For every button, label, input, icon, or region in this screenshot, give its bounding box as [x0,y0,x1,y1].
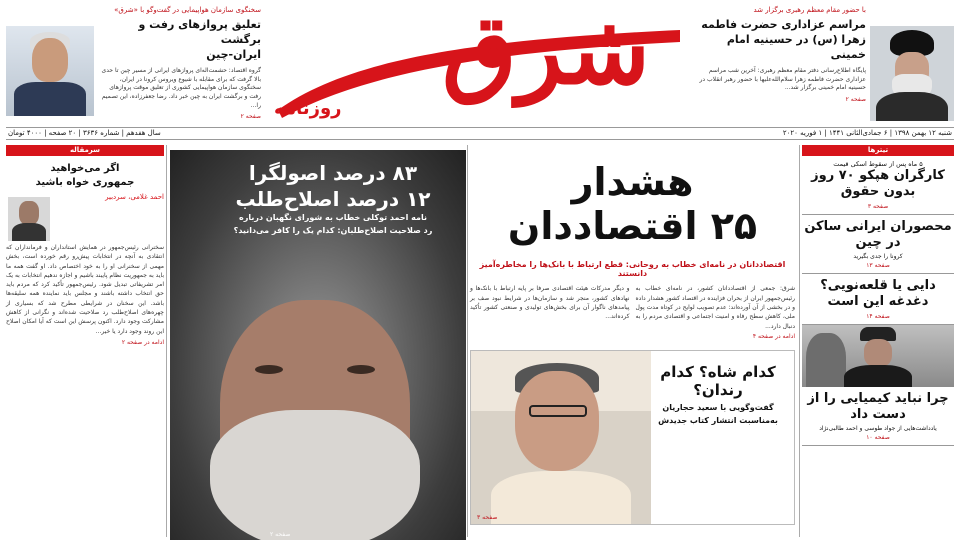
top-right-story[interactable] [696,6,954,126]
photo-page-ref: صفحه ۲ [270,531,291,538]
editorial-continue[interactable]: ادامه در صفحه ۲ [121,338,164,346]
column-divider [467,145,468,537]
author-avatar [8,197,50,241]
headline-item[interactable]: محصوران ایرانی ساکن در چین کرونا را جدی بگیرید صفحه ۱۳ [802,215,954,275]
main-continue[interactable]: ادامه در صفحه ۴ [752,332,795,340]
editorial-tag: سرمقاله [6,145,164,156]
issue-date: شنبه ۱۲ بهمن ۱۳۹۸ | ۶ جمادی‌الثانی ۱۴۴۱ | ۱ فوریه ۲۰۲۰ [782,129,952,137]
editorial-column[interactable] [6,145,164,540]
top-right-headline: مراسم عزاداری حضرت فاطمه زهرا (س) در حسینیه امام خمینی [701,18,866,62]
portrait-beard [210,410,420,540]
main-story[interactable] [470,145,795,540]
editorial-body: سخنرانی رئیس‌جمهور در همایش استانداران و فرمانداران که انتقادی به آنچه در انتخابات پیش‌رو رقم خورده است، بخش مهمی از سخنرانی او را به خود اختصاص داد. او گفت همه ما باید به جمهوریت نظام پایبند باشیم و اجازه ندهیم انتخابات به یک امر تشریفاتی تبدیل شود. رئیس‌جمهور تأکید کرد که مردم باید حق انتخاب داشته باشند و مجلس باید نماینده همه سلیقه‌ها باشد. این سخنان در شرایطی مطرح شد که بسیاری از چهره‌های اصلاح‌طلب رد صلاحیت شده‌اند و نگرانی از کاهش مشارکت وجود دارد. اکنون پرسش این است که آیا امکان اصلاح این روند وجود دارد یا خیر... [6,244,164,335]
main-body-col: و دیگر مدرکات هیئت اقتصادی صرفا بر پایه ارتباط با بانک‌ها و نهادهای کشور، منجر شد و سازمان‌ها در شرایط نبود صف بر پیامدهای ناگوار آن برای بخش‌های تولیدی و صنعتی کشور تأکید کرده‌اند... [470,285,630,321]
interview-sub: به‌مناسبت انتشار کتاب جدیدش [658,415,778,425]
main-headline-line2: ۲۵ اقتصاددان [507,203,758,248]
photo-subhead: نامه احمد توکلی خطاب به شورای نگهبان درباره [239,213,427,222]
main-subhead: اقتصاددانان در نامه‌ای خطاب به روحانی: قطع ارتباط با بانک‌ها را مخاطره‌آمیز دانستند [479,260,786,279]
photo-headline-line1: ۸۳ درصد اصولگرا [248,161,418,185]
headlines-tag: تیترها [802,145,954,156]
official-portrait-photo [6,26,94,116]
headline-item[interactable]: دایی یا قلعه‌نویی؟ دغدغه این است صفحه ۱۴ [802,274,954,325]
leader-portrait-photo [870,26,954,121]
filmmaker-photo [802,325,954,387]
top-left-body: گروه اقتصاد: حشمت‌اله‌ای پروازهای ایرانی از مسیر چین تا حدی بالا گرفت که برای مقابله با شیوع ویروس کرونا در ایران، سخنگوی سازمان هواپیمایی کشوری از تعلیق موقت پروازهای رفت و برگشت ایران به چین خبر داد. رضا جعفرزاده، این تصمیم را... [101,66,261,109]
issue-number: سال هفدهم | شماره ۳۶۳۶ | ۲۰ صفحه | ۴۰۰۰ تومان [8,129,161,137]
headline-item[interactable]: ۵ ماه پس از سقوط اسکی قیمت کارگران هپکو ۷۰ روز بدون حقوق صفحه ۳ [802,156,954,215]
editorial-headline: اگر می‌خواهید جمهوری خواه باشید [35,163,135,188]
top-left-page-ref: صفحه ۲ [240,113,261,121]
photo-subhead: رد صلاحیت اصلاح‌طلبان: کدام یک را کافر می‌دانید؟ [233,225,433,235]
headlines-column [802,145,954,540]
masthead [268,0,690,140]
interview-title: کدام شاه؟ کدام رندان؟ [660,362,776,399]
column-divider [799,145,800,537]
issue-info-bar [6,127,954,140]
photo-story[interactable] [170,150,466,540]
portrait-eyes [255,365,375,377]
newspaper-logo: شرق [442,0,650,106]
photo-headline-line2: ۱۲ درصد اصلاح‌طلب [235,187,431,211]
newspaper-subtitle: روزنامه [274,98,342,119]
interview-sub: گفت‌وگویی با سعید حجاریان [662,402,774,412]
interview-page-ref: صفحه ۳ [477,513,498,521]
main-headline-line1: هشدار [571,160,694,204]
main-body-col: شرق: جمعی از اقتصاددانان کشور، در نامه‌ای خطاب به رئیس‌جمهور ایران از بحران فزاینده در اقتصاد کشور هشدار داده و در بخشی از آن آورده‌اند: عدم تصویب لوایح در کوتاه مدت پول ملی، کاهش سطح رفاه و امنیت اجتماعی و اقتصادی مردم را به دنبال دارد... [635,285,795,330]
top-right-page-ref: صفحه ۲ [845,95,866,103]
column-divider [166,145,167,537]
top-left-kicker: سخنگوی سازمان هواپیمایی در گفت‌وگو با «شرق» [114,6,261,14]
top-left-headline: تعلیق پروازهای رفت و برگشت ایران-چین [138,18,261,62]
headline-item[interactable]: چرا نباید کیمیایی را از دست داد یادداشت‌هایی از جواد طوسی و احمد طالبی‌نژاد صفحه ۱۰ [802,387,954,447]
interviewee-photo [471,351,651,524]
top-left-story[interactable] [6,6,261,126]
top-right-kicker: با حضور مقام معظم رهبری برگزار شد [753,6,866,14]
main-body [470,284,795,330]
interview-box[interactable] [470,350,795,525]
top-right-body: پایگاه اطلاع‌رسانی دفتر مقام معظم رهبری: آخرین شب مراسم عزاداری حضرت فاطمه زهرا سلام‌الله‌علیها با حضور رهبر انقلاب در حسینیه امام خمینی برگزار شد... [699,66,866,92]
editorial-author: احمد غلامی، سردبیر [105,193,164,201]
